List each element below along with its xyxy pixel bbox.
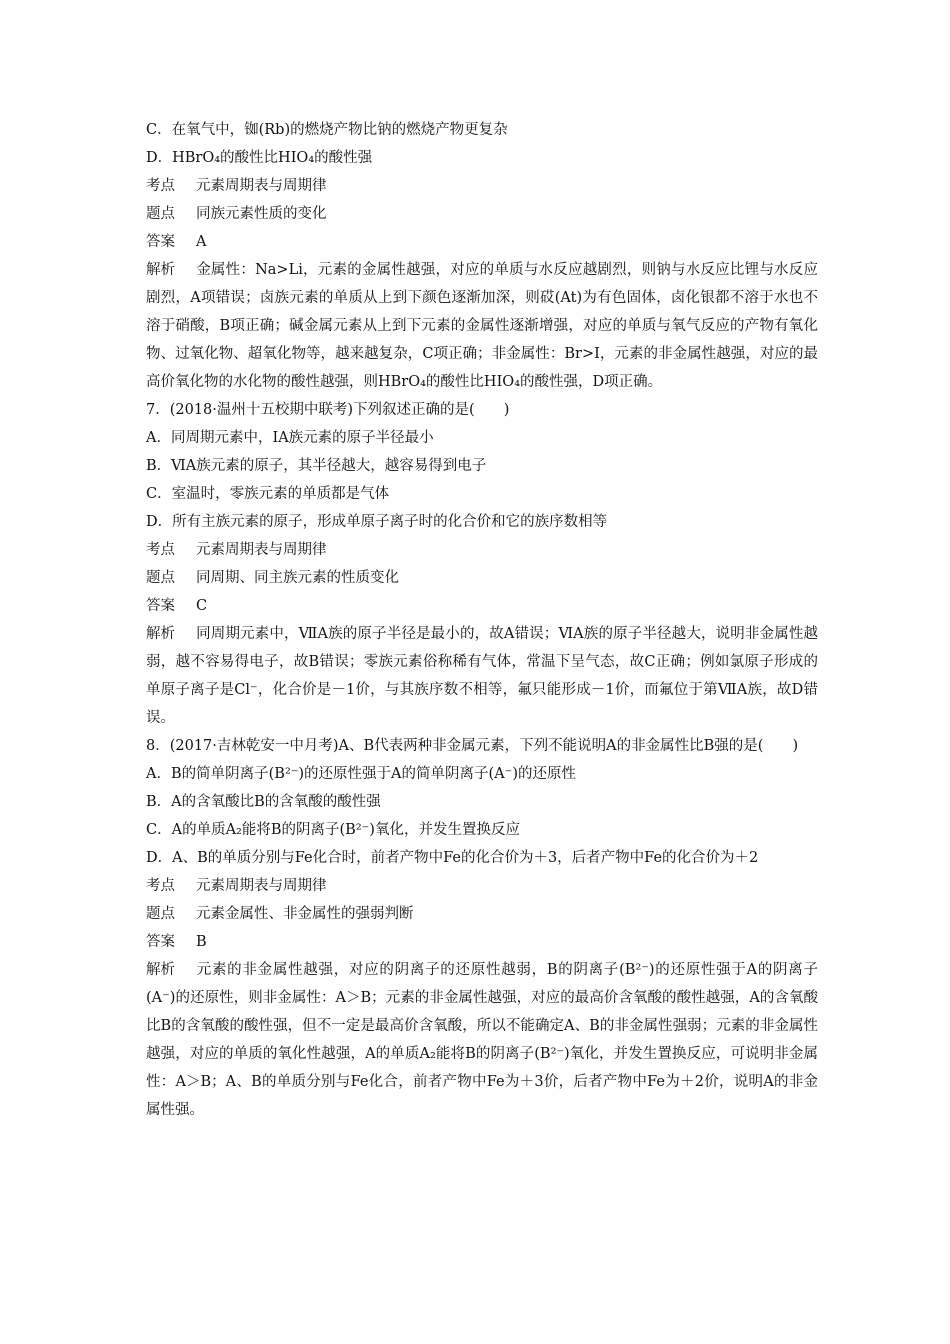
kaodian-text: 元素周期表与周期律 <box>196 542 327 558</box>
question-7-stem: 7．(2018·温州十五校期中联考)下列叙述正确的是( ) <box>146 402 510 418</box>
answer-label: 答案 <box>146 598 175 614</box>
q7-option-a: A．同周期元素中，ⅠA族元素的原子半径最小 <box>146 430 434 446</box>
kaodian-label: 考点 <box>146 542 175 558</box>
q8-analysis-row <box>146 956 818 1124</box>
answer-text: B <box>196 934 207 950</box>
analysis-label: 解析 <box>146 626 175 642</box>
q7-kaodian-row <box>146 536 818 564</box>
option-d: D．HBrO₄的酸性比HIO₄的酸性强 <box>146 150 373 166</box>
kaodian-text: 元素周期表与周期律 <box>196 178 327 194</box>
kaodian-label: 考点 <box>146 878 175 894</box>
document-page <box>146 116 818 1124</box>
tidian-label: 题点 <box>146 206 175 222</box>
tidian-text: 元素金属性、非金属性的强弱判断 <box>196 906 414 922</box>
q8-tidian-row <box>146 900 818 928</box>
kaodian-label: 考点 <box>146 178 175 194</box>
q7-option-d: D．所有主族元素的原子，形成单原子离子时的化合价和它的族序数相等 <box>146 514 608 530</box>
answer-row <box>146 228 818 256</box>
analysis-text: 金属性：Na>Li，元素的金属性越强，对应的单质与水反应越剧烈，则钠与水反应比锂与水反应剧烈，A项错误；卤族元素的单质从上到下颜色逐渐加深，则砹(At)为有色固体，卤化银都不溶于水也不溶于硝酸，B项正确；碱金属元素从上到下元素的金属性逐渐增强，对应的单质与氧气反应的产物有氧化物、过氧化物、超氧化物等，越来越复杂，C项正确；非金属性：Br>I，元素的非金属性越强，对应的最高价氧化物的水化物的酸性越强，则HBrO₄的酸性比HIO₄的酸性强，D项正确。 <box>146 262 818 390</box>
analysis-text: 元素的非金属性越强，对应的阴离子的还原性越弱，B的阴离子(B²⁻)的还原性强于A的阴离子(A⁻)的还原性，则非金属性：A＞B；元素的非金属性越强，对应的最高价含氧酸的酸性越强，A的含氧酸比B的含氧酸的酸性强，但不一定是最高价含氧酸，所以不能确定A、B的非金属性强弱；元素的非金属性越强，对应的单质的氧化性越强，A的单质A₂能将B的阴离子(B²⁻)氧化，并发生置换反应，可说明非金属性：A＞B；A、B的单质分别与Fe化合，前者产物中Fe为＋3价，后者产物中Fe为＋2价，说明A的非金属性强。 <box>146 962 818 1118</box>
kaodian-row <box>146 172 818 200</box>
q7-option-b: B．ⅥA族元素的原子，其半径越大，越容易得到电子 <box>146 458 487 474</box>
question-7 <box>146 396 818 732</box>
analysis-text: 同周期元素中，ⅦA族的原子半径是最小的，故A错误；ⅥA族的原子半径越大，说明非金属性越弱，越不容易得电子，故B错误；零族元素俗称稀有气体，常温下呈气态，故C正确；例如氯原子形成的单原子离子是Cl⁻，化合价是－1价，与其族序数不相等，氟只能形成－1价，而氟位于第ⅦA族，故D错误。 <box>146 626 818 726</box>
analysis-label: 解析 <box>146 262 175 278</box>
tidian-text: 同周期、同主族元素的性质变化 <box>196 570 399 586</box>
analysis-row <box>146 256 818 396</box>
option-c: C．在氧气中，铷(Rb)的燃烧产物比钠的燃烧产物更复杂 <box>146 122 508 138</box>
q7-tidian-row <box>146 564 818 592</box>
answer-label: 答案 <box>146 934 175 950</box>
q7-analysis-row <box>146 620 818 732</box>
q8-answer-row <box>146 928 818 956</box>
question-8-stem: 8．(2017·吉林乾安一中月考)A、B代表两种非金属元素，下列不能说明A的非金属性比B强的是( ) <box>146 738 799 754</box>
tidian-label: 题点 <box>146 906 175 922</box>
prev-question-block <box>146 116 818 396</box>
q8-option-b: B．A的含氧酸比B的含氧酸的酸性强 <box>146 794 381 810</box>
q8-option-c: C．A的单质A₂能将B的阴离子(B²⁻)氧化，并发生置换反应 <box>146 822 520 838</box>
kaodian-text: 元素周期表与周期律 <box>196 878 327 894</box>
q8-option-d: D．A、B的单质分别与Fe化合时，前者产物中Fe的化合价为＋3，后者产物中Fe的化合价为＋2 <box>146 850 759 866</box>
tidian-text: 同族元素性质的变化 <box>196 206 327 222</box>
q7-answer-row <box>146 592 818 620</box>
q7-option-c: C．室温时，零族元素的单质都是气体 <box>146 486 390 502</box>
analysis-label: 解析 <box>146 962 175 978</box>
answer-text: A <box>196 234 207 250</box>
tidian-label: 题点 <box>146 570 175 586</box>
q8-kaodian-row <box>146 872 818 900</box>
answer-text: C <box>196 598 208 614</box>
question-8 <box>146 732 818 1124</box>
tidian-row <box>146 200 818 228</box>
answer-label: 答案 <box>146 234 175 250</box>
q8-option-a: A．B的简单阴离子(B²⁻)的还原性强于A的简单阴离子(A⁻)的还原性 <box>146 766 576 782</box>
